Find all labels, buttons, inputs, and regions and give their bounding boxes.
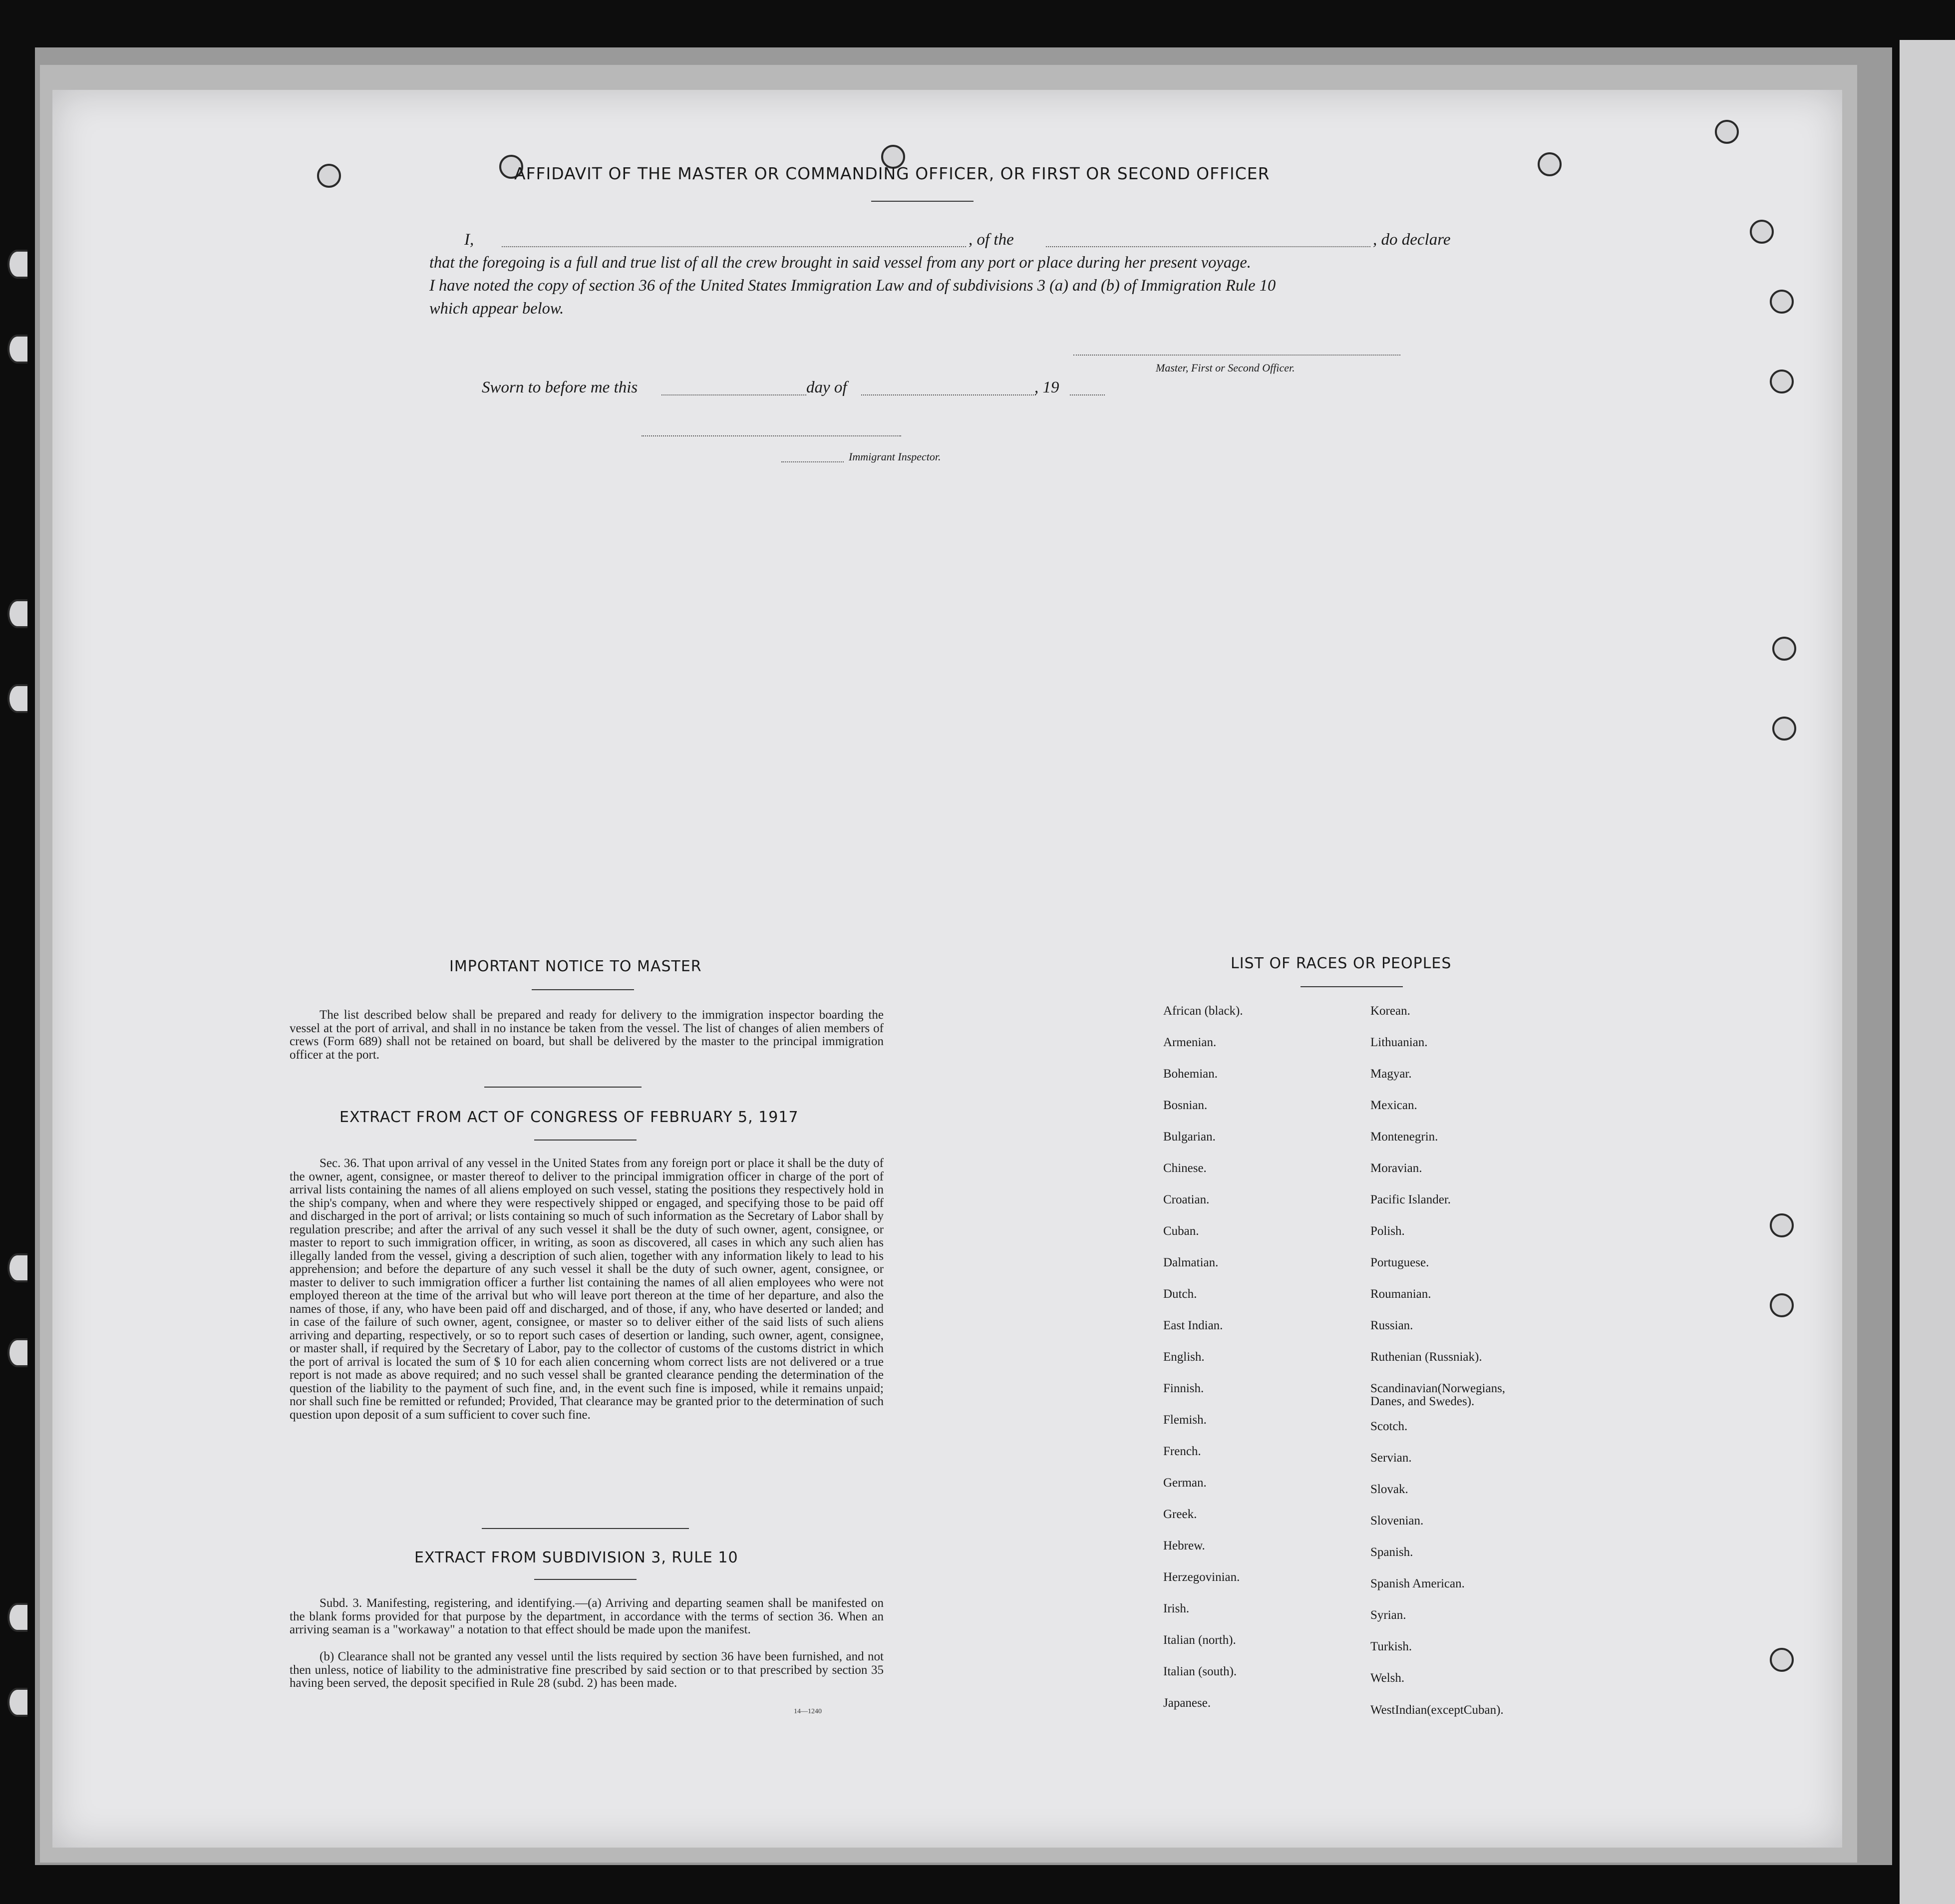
race-item: Spanish American. [1370, 1577, 1465, 1590]
form-number: 14—1240 [794, 1708, 822, 1715]
notice-title: IMPORTANT NOTICE TO MASTER [449, 958, 702, 975]
title-rule [534, 1140, 637, 1141]
race-item: Bohemian. [1163, 1067, 1218, 1081]
race-item: Roumanian. [1370, 1287, 1431, 1301]
punch-hole [7, 684, 27, 713]
rule-text-b: (b) Clearance shall not be granted any vessel until the lists required by section 36 have been furnished, and not then unless, notice of liability to the administrative fine prescribed by said section or to that prescribed by section 35 having been served, the deposit specified in Rule 28 (subd. 2) has been made. [290, 1650, 884, 1690]
race-item: German. [1163, 1476, 1207, 1490]
act-text: Sec. 36. That upon arrival of any vessel in the United States from any foreign port or place it shall be the duty of the owner, agent, consignee, or master thereof to deliver to the principal immigration officer in charge of the port of arrival lists containing the names of all aliens employed on such vessel, stating the positions they respectively hold in the ship's company, when and where they were respectively shipped or engaged, and specifying those to be paid off and discharged in the port of arrival; or lists containing so much of such information as the Secretary of Labor shall by regulation prescribe; and after the arrival of any such vessel it shall be the duty of such owner, agent, consignee, or master to report to such immigration officer, in writing, as soon as discovered, all cases in which any such alien has illegally landed from the vessel, giving a description of such alien, together with any information likely to lead to his apprehension; and before the departure of any such vessel it shall be the duty of such owner, agent, consignee, or master to deliver to such immigration officer a further list containing the names of all alien employees who were not employed thereon at the time of the arrival but who will leave port thereon at the time of her departure, and also the names of those, if any, who have been paid off and discharged, and of those, if any, who have deserted or landed; and in case of the failure of such owner, agent, consignee, or master so to deliver either of the said lists of such aliens arriving and departing, respectively, or so to report such cases of desertion or landing, such owner, agent, consignee, or master shall, if required by the Secretary of Labor, pay to the collector of customs of the customs district in which the port of arrival is located the sum of $ 10 for each alien concerning whom correct lists are not delivered or a true report is not made as above required; and no such vessel shall be granted clearance pending the determination of the question of the liability to the payment of such fine, and, in the event such fine is imposed, while it remains unpaid; nor shall such fine be remitted or refunded; Provided, That clearance may be granted prior to the determination of such question upon deposit of a sum sufficient to cover such fine. [290, 1156, 884, 1422]
inspector-caption: Immigrant Inspector. [849, 450, 941, 463]
punch-hole [7, 250, 27, 279]
punch-hole [7, 1338, 27, 1367]
affidavit-of-the: , of the [969, 231, 1014, 249]
punch-hole [1750, 220, 1774, 244]
race-item: Syrian. [1370, 1608, 1406, 1622]
race-item: Armenian. [1163, 1036, 1217, 1049]
race-item: Japanese. [1163, 1696, 1211, 1710]
race-item: Dutch. [1163, 1287, 1197, 1301]
sworn-day-blank[interactable] [661, 394, 806, 395]
punch-hole [7, 1253, 27, 1282]
race-item: Magyar. [1370, 1067, 1412, 1081]
race-item: English. [1163, 1350, 1205, 1364]
race-item: Greek. [1163, 1508, 1197, 1521]
race-item: Spanish. [1370, 1545, 1413, 1559]
race-item: Irish. [1163, 1602, 1190, 1615]
race-item: Ruthenian (Russniak). [1370, 1350, 1482, 1364]
race-item: Turkish. [1370, 1640, 1412, 1653]
affidavit-declare: , do declare [1373, 231, 1451, 249]
affidavit-line-3: I have noted the copy of section 36 of the United States Immigration Law and of subdivisions 3 (a) and (b) of Immigration Rule 10 [429, 277, 1276, 295]
race-item: Cuban. [1163, 1224, 1199, 1238]
punch-hole [1770, 1213, 1794, 1237]
race-item: Polish. [1370, 1224, 1405, 1238]
race-item: Korean. [1370, 1004, 1410, 1018]
race-item: Croatian. [1163, 1193, 1210, 1206]
race-item: Bulgarian. [1163, 1130, 1216, 1143]
rule-title: EXTRACT FROM SUBDIVISION 3, RULE 10 [414, 1549, 738, 1566]
title-rule [871, 201, 974, 202]
race-item: Moravian. [1370, 1161, 1422, 1175]
affidavit-line-4: which appear below. [429, 300, 564, 318]
races-title: LIST OF RACES OR PEOPLES [1231, 955, 1452, 972]
punch-hole [1770, 370, 1794, 393]
title-rule [534, 1579, 637, 1580]
inspector-signature-blank[interactable] [642, 435, 901, 436]
affidavit-line-2: that the foregoing is a full and true list of all the crew brought in said vessel from any port or place during her present voyage. [429, 254, 1251, 272]
punch-hole [7, 1688, 27, 1717]
race-item: Slovak. [1370, 1483, 1408, 1496]
act-title: EXTRACT FROM ACT OF CONGRESS OF FEBRUARY 5, 1917 [339, 1109, 799, 1126]
race-item: Finnish. [1163, 1382, 1204, 1395]
race-item: Mexican. [1370, 1099, 1417, 1112]
race-item: Scotch. [1370, 1420, 1408, 1433]
race-item: Flemish. [1163, 1413, 1207, 1427]
document-page [52, 90, 1842, 1848]
punch-hole [7, 1603, 27, 1632]
race-item: Pacific Islander. [1370, 1193, 1451, 1206]
race-item: Italian (south). [1163, 1665, 1237, 1678]
race-item: Chinese. [1163, 1161, 1207, 1175]
punch-hole [1772, 717, 1796, 741]
punch-hole [1770, 290, 1794, 314]
day-of-label: day of [806, 379, 847, 396]
punch-hole [1538, 152, 1562, 176]
race-item: Lithuanian. [1370, 1036, 1428, 1049]
race-item: Dalmatian. [1163, 1256, 1219, 1269]
race-item: WestIndian(exceptCuban). [1370, 1703, 1504, 1717]
race-item: Bosnian. [1163, 1099, 1208, 1112]
sworn-month-blank[interactable] [861, 394, 1036, 395]
punch-hole [1772, 637, 1796, 661]
race-item: East Indian. [1163, 1319, 1223, 1332]
sworn-label: Sworn to before me this [482, 379, 638, 396]
race-item: Hebrew. [1163, 1539, 1205, 1552]
section-rule [484, 1087, 642, 1088]
year-blank[interactable] [1070, 394, 1105, 395]
affidavit-line-1 [464, 231, 474, 249]
inspector-caption-leader [781, 461, 844, 462]
punch-hole [1770, 1648, 1794, 1672]
vessel-blank[interactable] [1046, 246, 1370, 247]
affidavit-title: AFFIDAVIT OF THE MASTER OR COMMANDING OFFICER, OR FIRST OR SECOND OFFICER [514, 164, 1270, 183]
title-rule [1301, 986, 1403, 987]
affidavit-i: I, [464, 231, 474, 249]
notice-text: The list described below shall be prepared and ready for delivery to the immigration inspector boarding the vessel at the port of arrival, and shall in no instance be taken from the vessel. The list of changes of alien members of crews (Form 689) shall not be retained on board, but shall be delivered by the master to the principal immigration officer at the port. [290, 1008, 884, 1062]
punch-hole [1770, 1293, 1794, 1317]
race-item: African (black). [1163, 1004, 1243, 1018]
year-label: , 19 [1034, 379, 1059, 396]
adjacent-page-edge [1900, 40, 1955, 1904]
race-item: Welsh. [1370, 1671, 1405, 1685]
race-item: Slovenian. [1370, 1514, 1424, 1527]
race-item: Scandinavian(Norwegians, Danes, and Swedes). [1370, 1382, 1506, 1408]
signature-caption: Master, First or Second Officer. [1156, 362, 1295, 374]
race-item: Herzegovinian. [1163, 1570, 1240, 1584]
signature-blank[interactable] [1073, 355, 1400, 356]
punch-hole [317, 164, 341, 188]
punch-hole [1715, 120, 1739, 144]
race-item: Russian. [1370, 1319, 1413, 1332]
rule-text-a: Subd. 3. Manifesting, registering, and identifying.—(a) Arriving and departing seamen shall be manifested on the blank forms provided for that purpose by the department, in accordance with the terms of section 36. When an arriving seaman is a "workaway" a notation to that effect should be made upon the manifest. [290, 1596, 884, 1636]
punch-hole [7, 335, 27, 364]
race-item: Italian (north). [1163, 1633, 1236, 1647]
section-rule [482, 1528, 689, 1529]
punch-hole [7, 599, 27, 628]
race-item: Servian. [1370, 1451, 1412, 1465]
race-item: Montenegrin. [1370, 1130, 1438, 1143]
race-item: French. [1163, 1445, 1201, 1458]
race-item: Portuguese. [1370, 1256, 1429, 1269]
title-rule [532, 989, 634, 990]
name-blank[interactable] [502, 246, 966, 247]
